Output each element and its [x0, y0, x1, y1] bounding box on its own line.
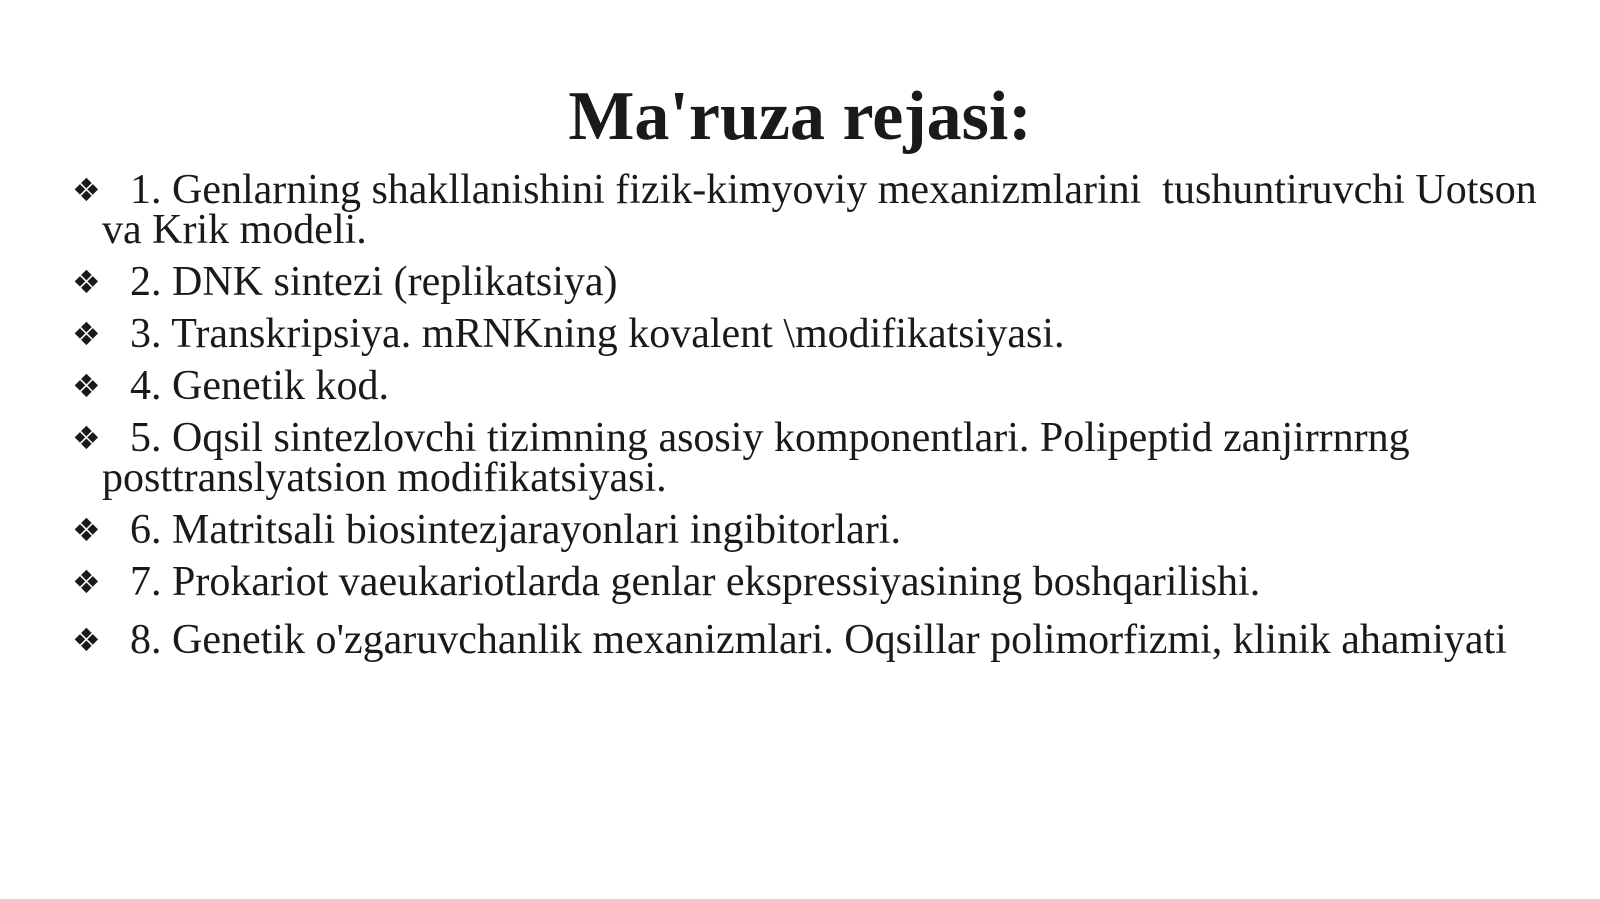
diamond-bullet-icon: ❖ — [72, 419, 101, 457]
diamond-bullet-icon: ❖ — [72, 315, 101, 353]
list-item — [72, 167, 1572, 253]
list-item-text: 7. Prokariot vaeukariotlarda genlar ekspressiyasining boshqarilishi. — [130, 559, 1261, 605]
lecture-plan-list — [72, 167, 1572, 678]
diamond-bullet-icon: ❖ — [72, 511, 101, 549]
list-item — [72, 614, 1572, 666]
list-item — [72, 415, 1572, 501]
list-item-text: 4. Genetik kod. — [130, 363, 389, 409]
list-item — [72, 559, 1572, 605]
list-item — [72, 507, 1572, 553]
diamond-bullet-icon: ❖ — [72, 171, 101, 209]
diamond-bullet-icon: ❖ — [72, 263, 101, 301]
diamond-bullet-icon: ❖ — [72, 563, 101, 601]
list-item — [72, 259, 1572, 305]
list-item — [72, 311, 1572, 357]
diamond-bullet-icon: ❖ — [72, 621, 101, 659]
list-item-text: 1. Genlarning shakllanishini fizik-kimyoviy mexanizmlarini tushuntiruvchi Uotson va Krik modeli. — [102, 167, 1548, 253]
slide-title: Ma'ruza rejasi: — [568, 78, 1032, 155]
list-item — [72, 363, 1572, 409]
list-item-text: 2. DNK sintezi (replikatsiya) — [130, 259, 618, 305]
list-item-text: 8. Genetik o'zgaruvchanlik mexanizmlari. Oqsillar polimorfizmi, klinik ahamiyati — [130, 617, 1507, 663]
diamond-bullet-icon: ❖ — [72, 367, 101, 405]
list-item-text: 6. Matritsali biosintezjarayonlari ingibitorlari. — [130, 507, 901, 553]
list-item-text: 3. Transkripsiya. mRNKning kovalent \modifikatsiyasi. — [130, 311, 1065, 357]
list-item-text: 5. Oqsil sintezlovchi tizimning asosiy komponentlari. Polipeptid zanjirrnrng posttranslyatsion modifikatsiyasi. — [102, 415, 1421, 501]
